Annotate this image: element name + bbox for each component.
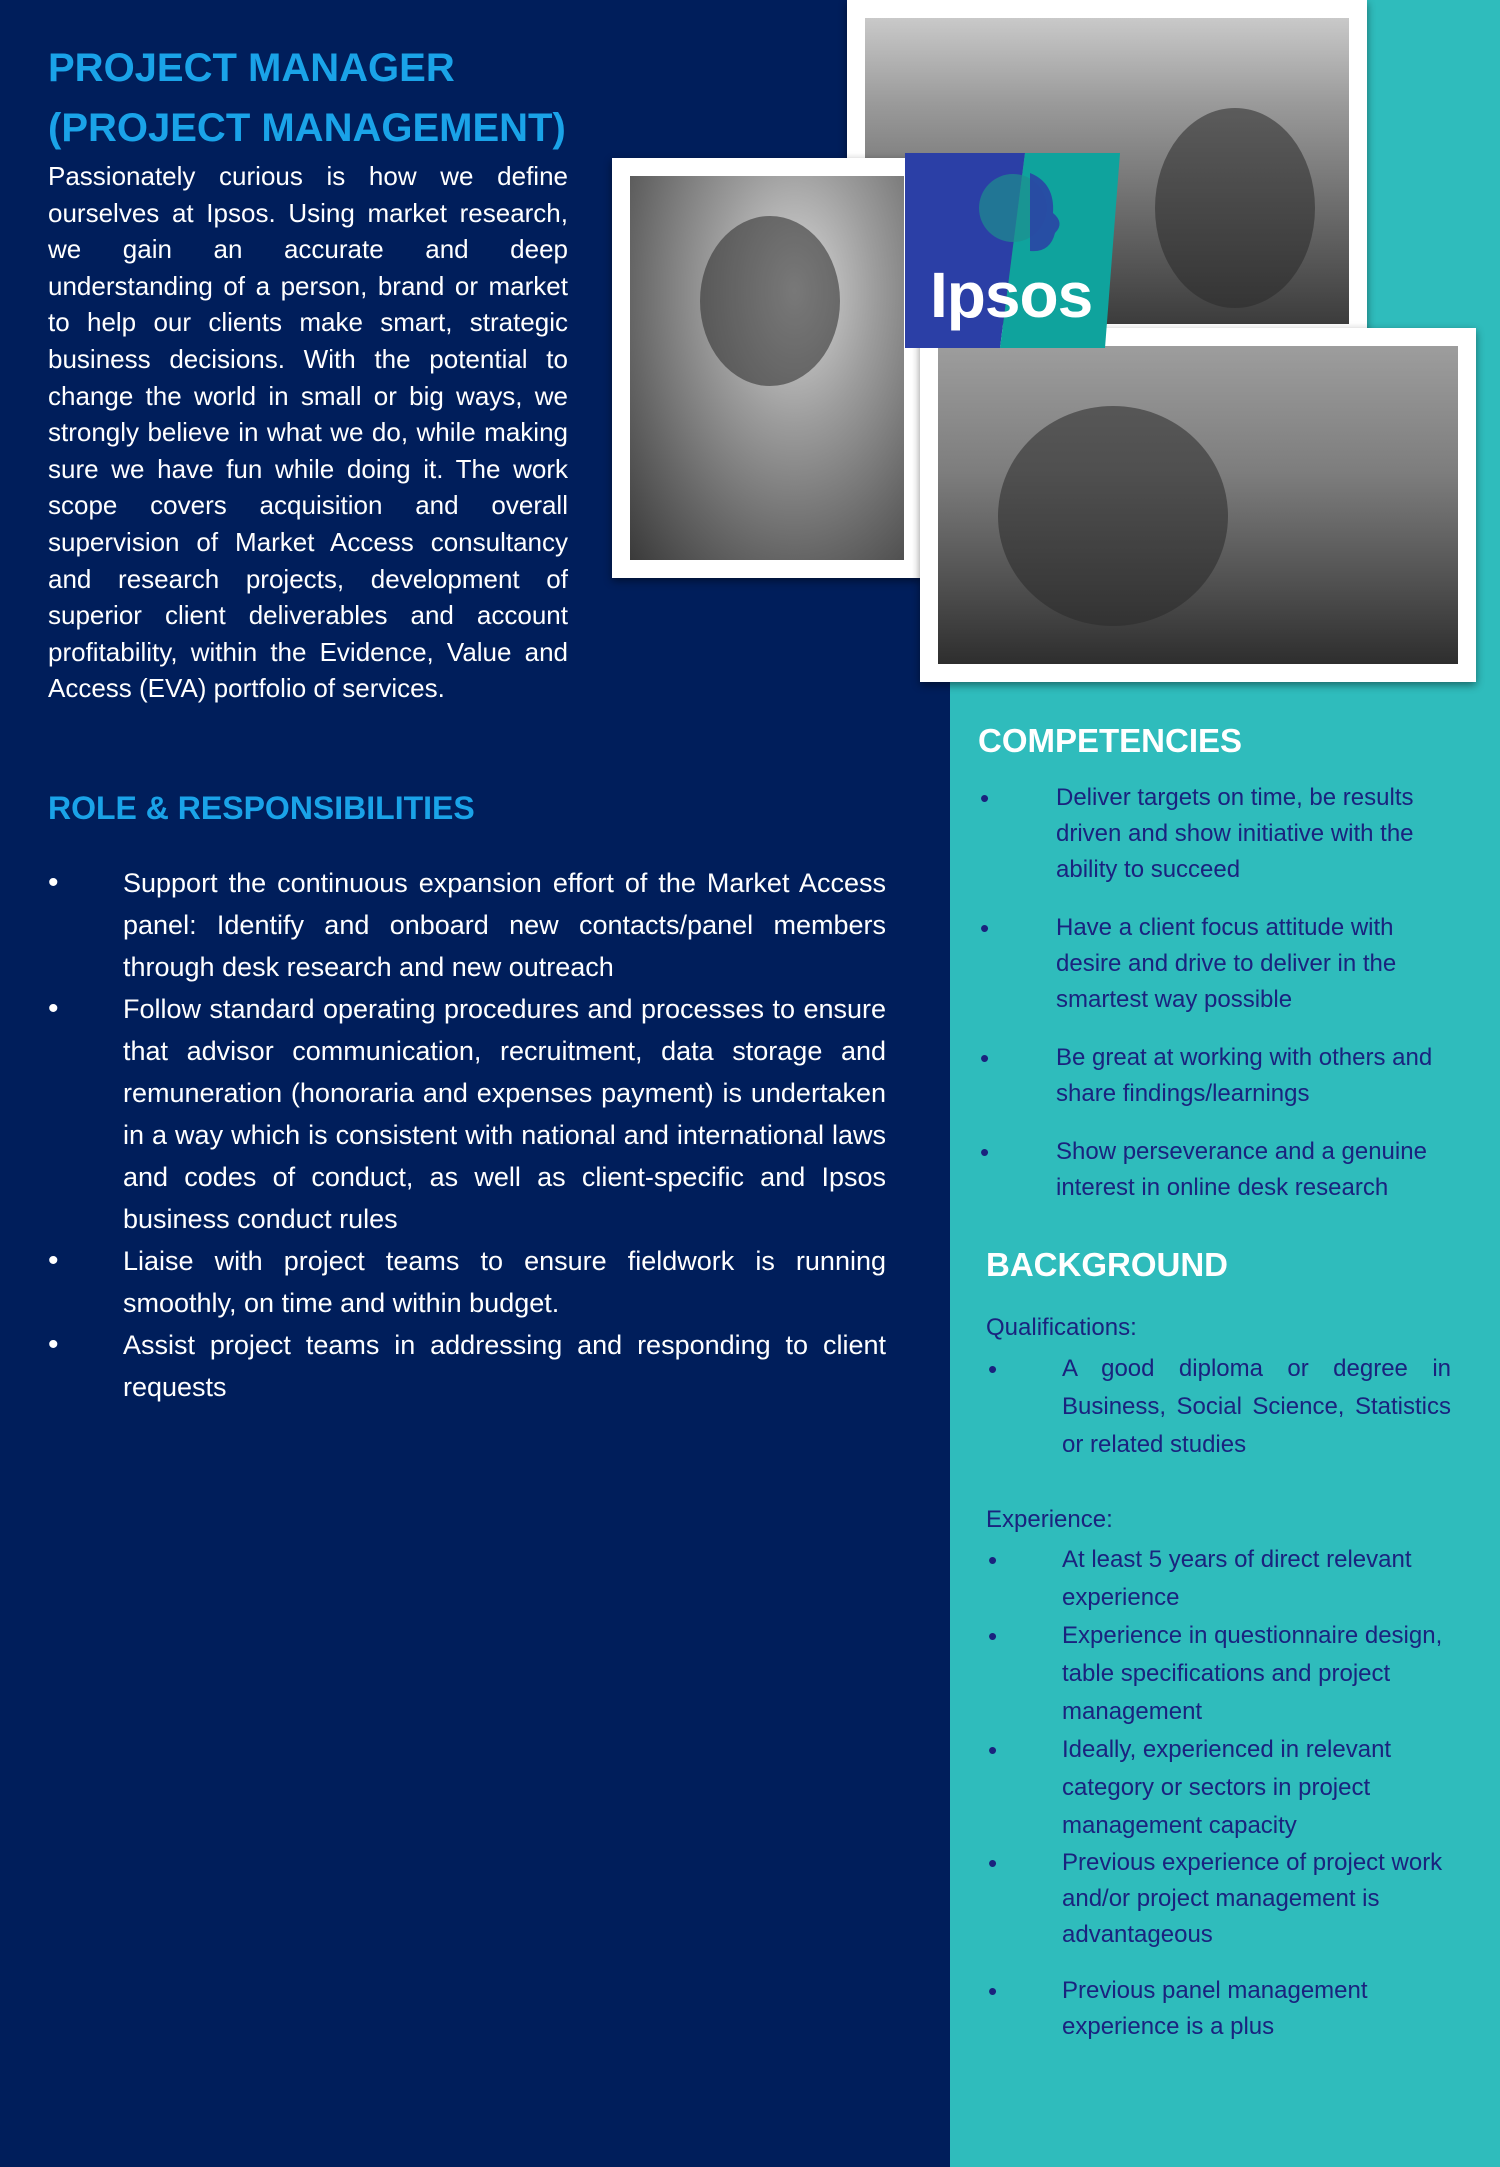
background-heading: BACKGROUND bbox=[986, 1246, 1228, 1283]
experience-list bbox=[986, 1541, 1451, 2045]
competencies-heading: COMPETENCIES bbox=[978, 722, 1243, 759]
experience-label: Experience: bbox=[986, 1506, 1113, 1533]
job-title bbox=[48, 38, 668, 158]
role-item: • Assist project teams in addressing and responding to client requests bbox=[48, 1324, 886, 1408]
role-item: • Liaise with project teams to ensure fieldwork is running smoothly, on time and within budget. bbox=[48, 1240, 886, 1324]
competency-item: • Have a client focus attitude with desire and drive to deliver in the smartest way possible bbox=[978, 910, 1448, 1018]
competency-item: • Deliver targets on time, be results driven and show initiative with the ability to succeed bbox=[978, 780, 1448, 888]
child-figure bbox=[700, 216, 840, 386]
qualification-item: • A good diploma or degree in Business, Social Science, Statistics or related studies bbox=[986, 1350, 1451, 1464]
boy-figure bbox=[998, 406, 1228, 626]
competency-item: • Show perseverance and a genuine interest in online desk research bbox=[978, 1134, 1448, 1206]
photo-guitar-boy bbox=[920, 328, 1476, 682]
woman-figure bbox=[1155, 108, 1315, 308]
role-heading: ROLE & RESPONSIBILITIES bbox=[48, 790, 475, 826]
experience-item: • Previous experience of project work and/or project management is advantageous bbox=[986, 1845, 1451, 1953]
competencies-list bbox=[978, 780, 1448, 1228]
experience-item: • At least 5 years of direct relevant experience bbox=[986, 1541, 1451, 1617]
qualifications-label: Qualifications: bbox=[986, 1314, 1137, 1341]
role-item: • Support the continuous expansion effort of the Market Access panel: Identify and onboard new contacts/panel members through desk research and new outreach bbox=[48, 862, 886, 988]
photo-guitar-boy-image bbox=[938, 346, 1458, 664]
photo-child bbox=[612, 158, 922, 578]
experience-item: • Experience in questionnaire design, table specifications and project management bbox=[986, 1617, 1451, 1731]
photo-child-image bbox=[630, 176, 904, 560]
logo-text: Ipsos bbox=[930, 259, 1093, 331]
role-list bbox=[48, 862, 886, 1408]
role-item: • Follow standard operating procedures and processes to ensure that advisor communication, recruitment, data storage and remuneration (honoraria and expenses payment) is undertaken in a way which is consistent with national and international laws and codes of conduct, as well as client-specific and Ipsos business conduct rules bbox=[48, 988, 886, 1240]
job-title-line1: PROJECT MANAGER bbox=[48, 46, 455, 90]
intro-paragraph: Passionately curious is how we define ourselves at Ipsos. Using market research, we gain an accurate and deep understanding of a person, brand or market to help our clients make smart, strategic business decisions. With the potential to change the world in small or big ways, we strongly believe in what we do, while making sure we have fun while doing it. The work scope covers acquisition and overall supervision of Market Access consultancy and research projects, development of superior client deliverables and account profitability, within the Evidence, Value and Access (EVA) portfolio of services. bbox=[48, 161, 568, 704]
experience-item: • Previous panel management experience is a plus bbox=[986, 1973, 1451, 2045]
competency-item: • Be great at working with others and share findings/learnings bbox=[978, 1040, 1448, 1112]
experience-item: • Ideally, experienced in relevant category or sectors in project management capacity bbox=[986, 1731, 1451, 1845]
qualifications-list bbox=[986, 1350, 1451, 1464]
job-title-line2: (PROJECT MANAGEMENT) bbox=[48, 106, 566, 150]
